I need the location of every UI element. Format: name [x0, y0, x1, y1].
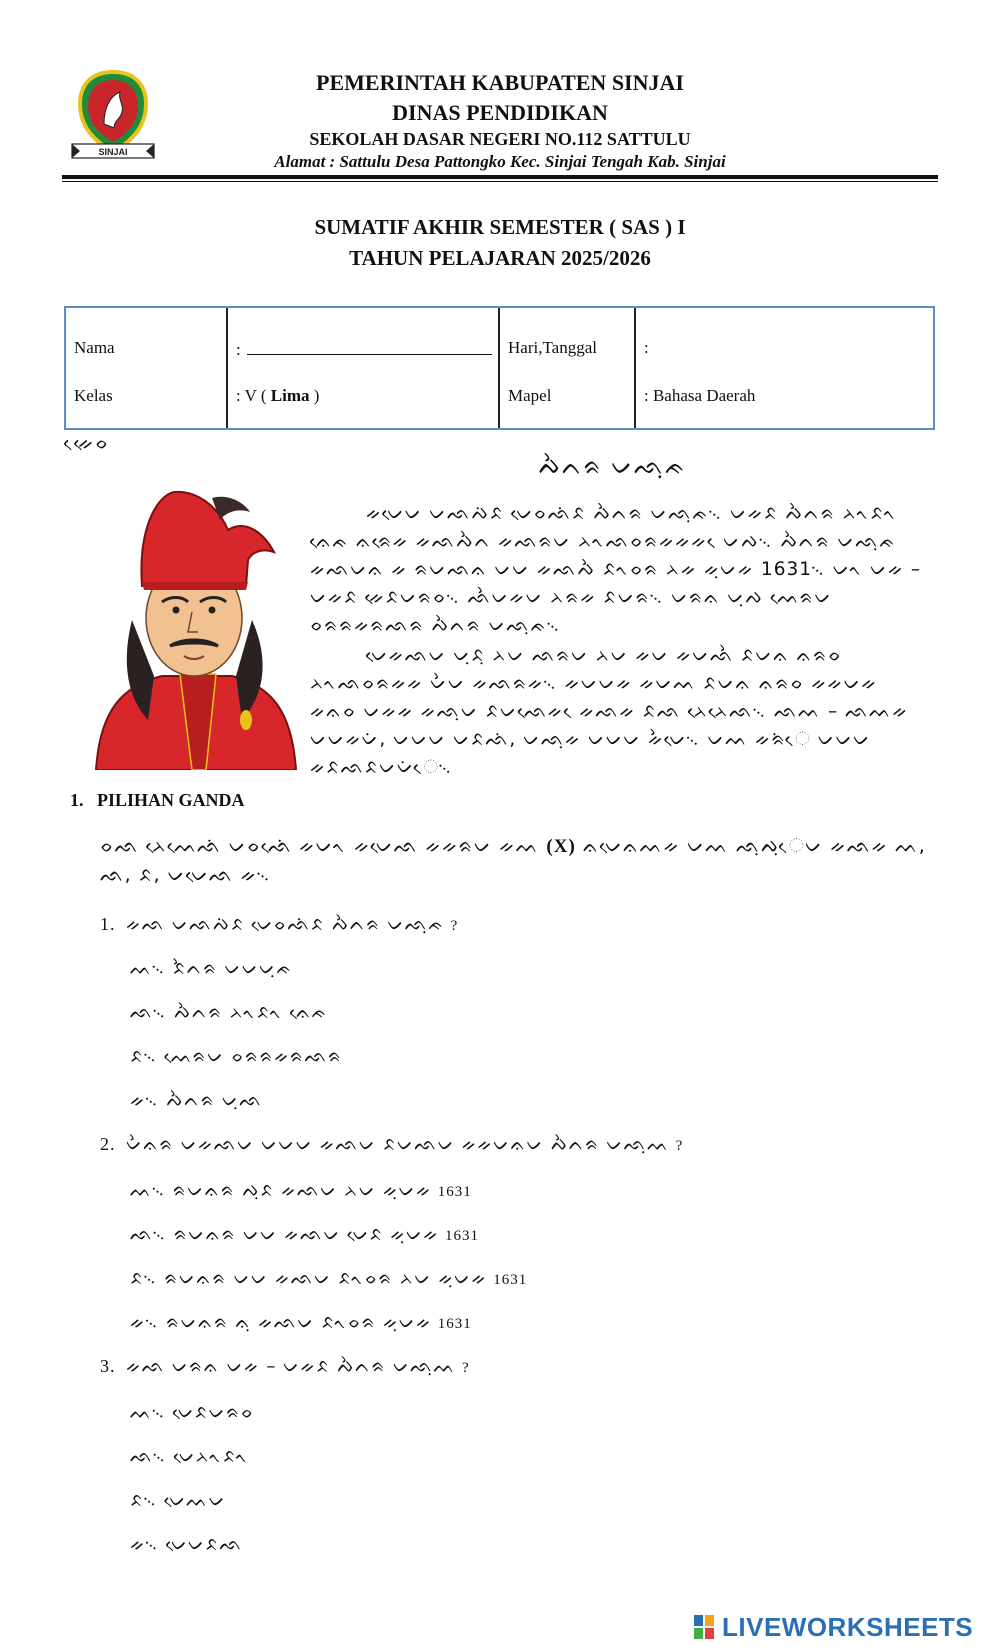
section-title: PILIHAN GANDA — [97, 790, 245, 810]
student-identity-table — [64, 306, 935, 430]
question-3: 3. ᨀᨒ ᨆᨑᨊ ᨆᨀ – ᨆᨀᨅ ᨄᨛᨈᨑ ᨆᨒᨘᨓ ? — [100, 1356, 470, 1377]
question-2: 2. ᨆᨛᨊᨑ ᨆᨀᨒᨆ ᨆᨆᨆ ᨀᨒᨆ ᨅᨆᨒᨆ ᨀᨀᨆᨊᨆ ᨄᨛᨈᨑ ᨆᨒᨘᨓ ? — [100, 1134, 684, 1155]
question-1: 1. ᨀᨒ ᨆᨒᨄᨗᨅ ᨆᨙᨔᨒᨗᨅ ᨄᨛᨈᨑ ᨆᨒᨘᨃ ? — [100, 914, 459, 935]
reading-paragraph-1: ᨀᨆᨙᨆ ᨆᨒᨄᨗᨅ ᨆᨙᨔᨒᨗᨅ ᨄᨛᨈᨑ ᨆᨒᨘᨃ᨞ ᨆᨀᨅ ᨄᨛᨈᨑ ᨂᨚᨅᨚ ᨊᨙᨃ ᨊᨑᨙᨀ ᨀᨒᨄᨛᨈ ᨀᨒᨑᨆ ᨂᨚᨒᨔᨑᨀᨀᨀ ᨙᨆᨄ᨞ ᨄᨛᨈᨑ ᨆᨒᨘᨃ ᨀᨒᨆᨊ ᨀ ᨑᨆᨒᨊ ᨆᨆ ᨀᨒᨄᨛ ᨅᨚᨔᨑ ᨂᨀ ᨀᨘᨆᨀ 1631᨞ ᨆᨚ ᨆᨀ – ᨆᨀᨅ ᨀᨙᨅᨆᨑᨔ᨞ ᨒᨛᨆᨀᨆ ᨂᨑᨀ ᨅᨆᨑ᨞ ᨆᨑᨊ ᨆᨘᨄ ᨓᨙᨑᨆ ᨔᨑᨑᨀᨑᨒᨑ ᨄᨛᨈᨑ ᨆᨒᨘᨃ᨞ — [310, 503, 922, 636]
question-1-option-d[interactable]: ᨀ᨞ ᨄᨛᨈᨑ ᨆᨘᨒ — [130, 1090, 263, 1111]
exam-title: SUMATIF AKHIR SEMESTER ( SAS ) I — [314, 215, 686, 239]
kelas-label: Kelas — [74, 386, 113, 405]
hari-tanggal-value[interactable]: : — [644, 338, 649, 357]
story-title: ᨄᨛᨈᨑ ᨆᨒᨘᨃ — [538, 452, 687, 480]
question-1-option-b[interactable]: ᨒ᨞ ᨄᨛᨈᨑ ᨂᨚᨅᨚ ᨊᨙᨃ — [130, 1002, 328, 1023]
table-divider — [498, 308, 500, 428]
hero-portrait-illustration — [92, 490, 300, 770]
nama-label: Nama — [74, 338, 115, 357]
question-3-option-c[interactable]: ᨅ᨞ ᨆᨙᨓᨆ — [130, 1490, 227, 1511]
mapel-value: : Bahasa Daerah — [644, 386, 756, 405]
question-1-option-a[interactable]: ᨓ᨞ ᨅᨛᨈᨑ ᨆᨆᨆᨘᨃ — [130, 958, 293, 979]
question-2-option-d[interactable]: ᨀ᨞ ᨑᨆᨊᨑ ᨊᨘ ᨀᨒᨆ ᨅᨚᨔᨑ ᨀᨘᨆᨀ 1631 — [130, 1312, 472, 1333]
section-heading — [70, 790, 245, 811]
table-divider — [226, 308, 228, 428]
header-rule-thin — [62, 181, 938, 182]
question-3-option-b[interactable]: ᨒ᨞ ᨆᨙᨂᨚᨅᨚ — [130, 1446, 250, 1467]
question-1-option-c[interactable]: ᨅ᨞ ᨓᨙᨑᨆ ᨔᨑᨑᨀᨑᨒᨑ — [130, 1046, 343, 1067]
header-department: DINAS PENDIDIKAN — [392, 100, 608, 125]
hari-tanggal-label: Hari,Tanggal — [508, 338, 597, 357]
header-rule-thick — [62, 175, 938, 179]
liveworksheets-brand[interactable]: LIVEWORKSHEETS — [722, 1612, 974, 1642]
instruction-mark: (X) — [546, 836, 576, 857]
section-number: 1. — [70, 790, 84, 810]
liveworksheets-icon — [694, 1615, 716, 1639]
sinjai-emblem-logo — [70, 68, 156, 164]
nama-blank-line[interactable] — [247, 338, 492, 355]
instruction-text: ᨔᨒ ᨂᨙᨓᨙᨒᨗ ᨆᨔᨒᨙᨗ ᨀᨆᨚ ᨀᨆᨙᨒ ᨀᨀᨑᨆ ᨀᨓ (X) ᨊᨆᨙᨊᨓᨀ ᨆᨓ ᨒᨘᨄᨘᨙᨆ ᨀᨒᨀ ᨓ, ᨒ, ᨅ, ᨆᨆᨙᨒ ᨀ᨞ — [100, 835, 926, 886]
kelas-value: : V ( Lima ) — [236, 386, 320, 405]
exam-year: TAHUN PELAJARAN 2025/2026 — [349, 246, 651, 270]
question-2-option-a[interactable]: ᨓ᨞ ᨑᨆᨊᨑ ᨄᨘᨅ ᨀᨒᨆ ᨂᨆ ᨀᨘᨆᨀ 1631 — [130, 1180, 472, 1201]
question-3-option-a[interactable]: ᨓ᨞ ᨆᨙᨅᨆᨑᨔ — [130, 1402, 255, 1423]
header-government: PEMERINTAH KABUPATEN SINJAI — [316, 70, 684, 95]
question-2-option-c[interactable]: ᨅ᨞ ᨑᨆᨊᨑ ᨆᨆ ᨀᨒᨆ ᨅᨚᨔᨑ ᨂᨆ ᨀᨘᨆᨀ 1631 — [130, 1268, 528, 1289]
table-divider — [634, 308, 636, 428]
header-school: SEKOLAH DASAR NEGERI NO.112 SATTULU — [309, 129, 691, 149]
nama-separator: : — [236, 340, 241, 359]
question-2-option-b[interactable]: ᨒ᨞ ᨑᨆᨊᨑ ᨆᨆ ᨀᨒᨆ ᨆᨙᨅ ᨀᨘᨆᨀ 1631 — [130, 1224, 480, 1245]
question-3-option-d[interactable]: ᨀ᨞ ᨆᨙᨆᨅᨒ — [130, 1534, 243, 1555]
mapel-label: Mapel — [508, 386, 552, 405]
nama-field[interactable] — [236, 338, 492, 360]
reading-label: ᨀᨙᨙᨔ — [64, 432, 110, 454]
logo-text: SINJAI — [98, 147, 128, 157]
header-address: Alamat : Sattulu Desa Pattongko Kec. Sinjai Tengah Kab. Sinjai — [274, 152, 726, 171]
reading-paragraph-2: ᨆᨙᨀᨒᨆ ᨆᨘᨅᨘ ᨂᨆ ᨒᨑᨆ ᨂᨆ ᨀᨆ ᨀᨆᨒᨛ ᨅᨆᨊ ᨊᨑᨔ ᨂᨚᨒᨔᨑᨀᨀ ᨆᨛᨆ ᨀᨒᨑᨀ᨞ ᨀᨆᨆᨀ ᨀᨆᨓ ᨅᨆᨊ ᨊᨑᨔ ᨀᨀᨆᨀ ᨀᨊᨔ ᨆᨀᨀ ᨀᨒᨘᨆ ᨅᨆᨒᨙᨀ ᨙᨀᨒᨀ ᨅᨒ ᨂᨙᨂᨙᨒ᨞ ᨒᨓ – ᨒᨓᨀ ᨆᨆᨀᨆᨗ, ᨆᨆᨆ ᨆᨅᨒᨗ, ᨆᨒᨘᨀ ᨆᨆᨆ ᨀᨛᨆᨙ᨞ ᨆᨓ ᨀᨑᨗᨙ ᨆᨆᨆ ᨀᨅᨒᨅᨆᨆᨗᨙ᨞ — [310, 645, 909, 778]
